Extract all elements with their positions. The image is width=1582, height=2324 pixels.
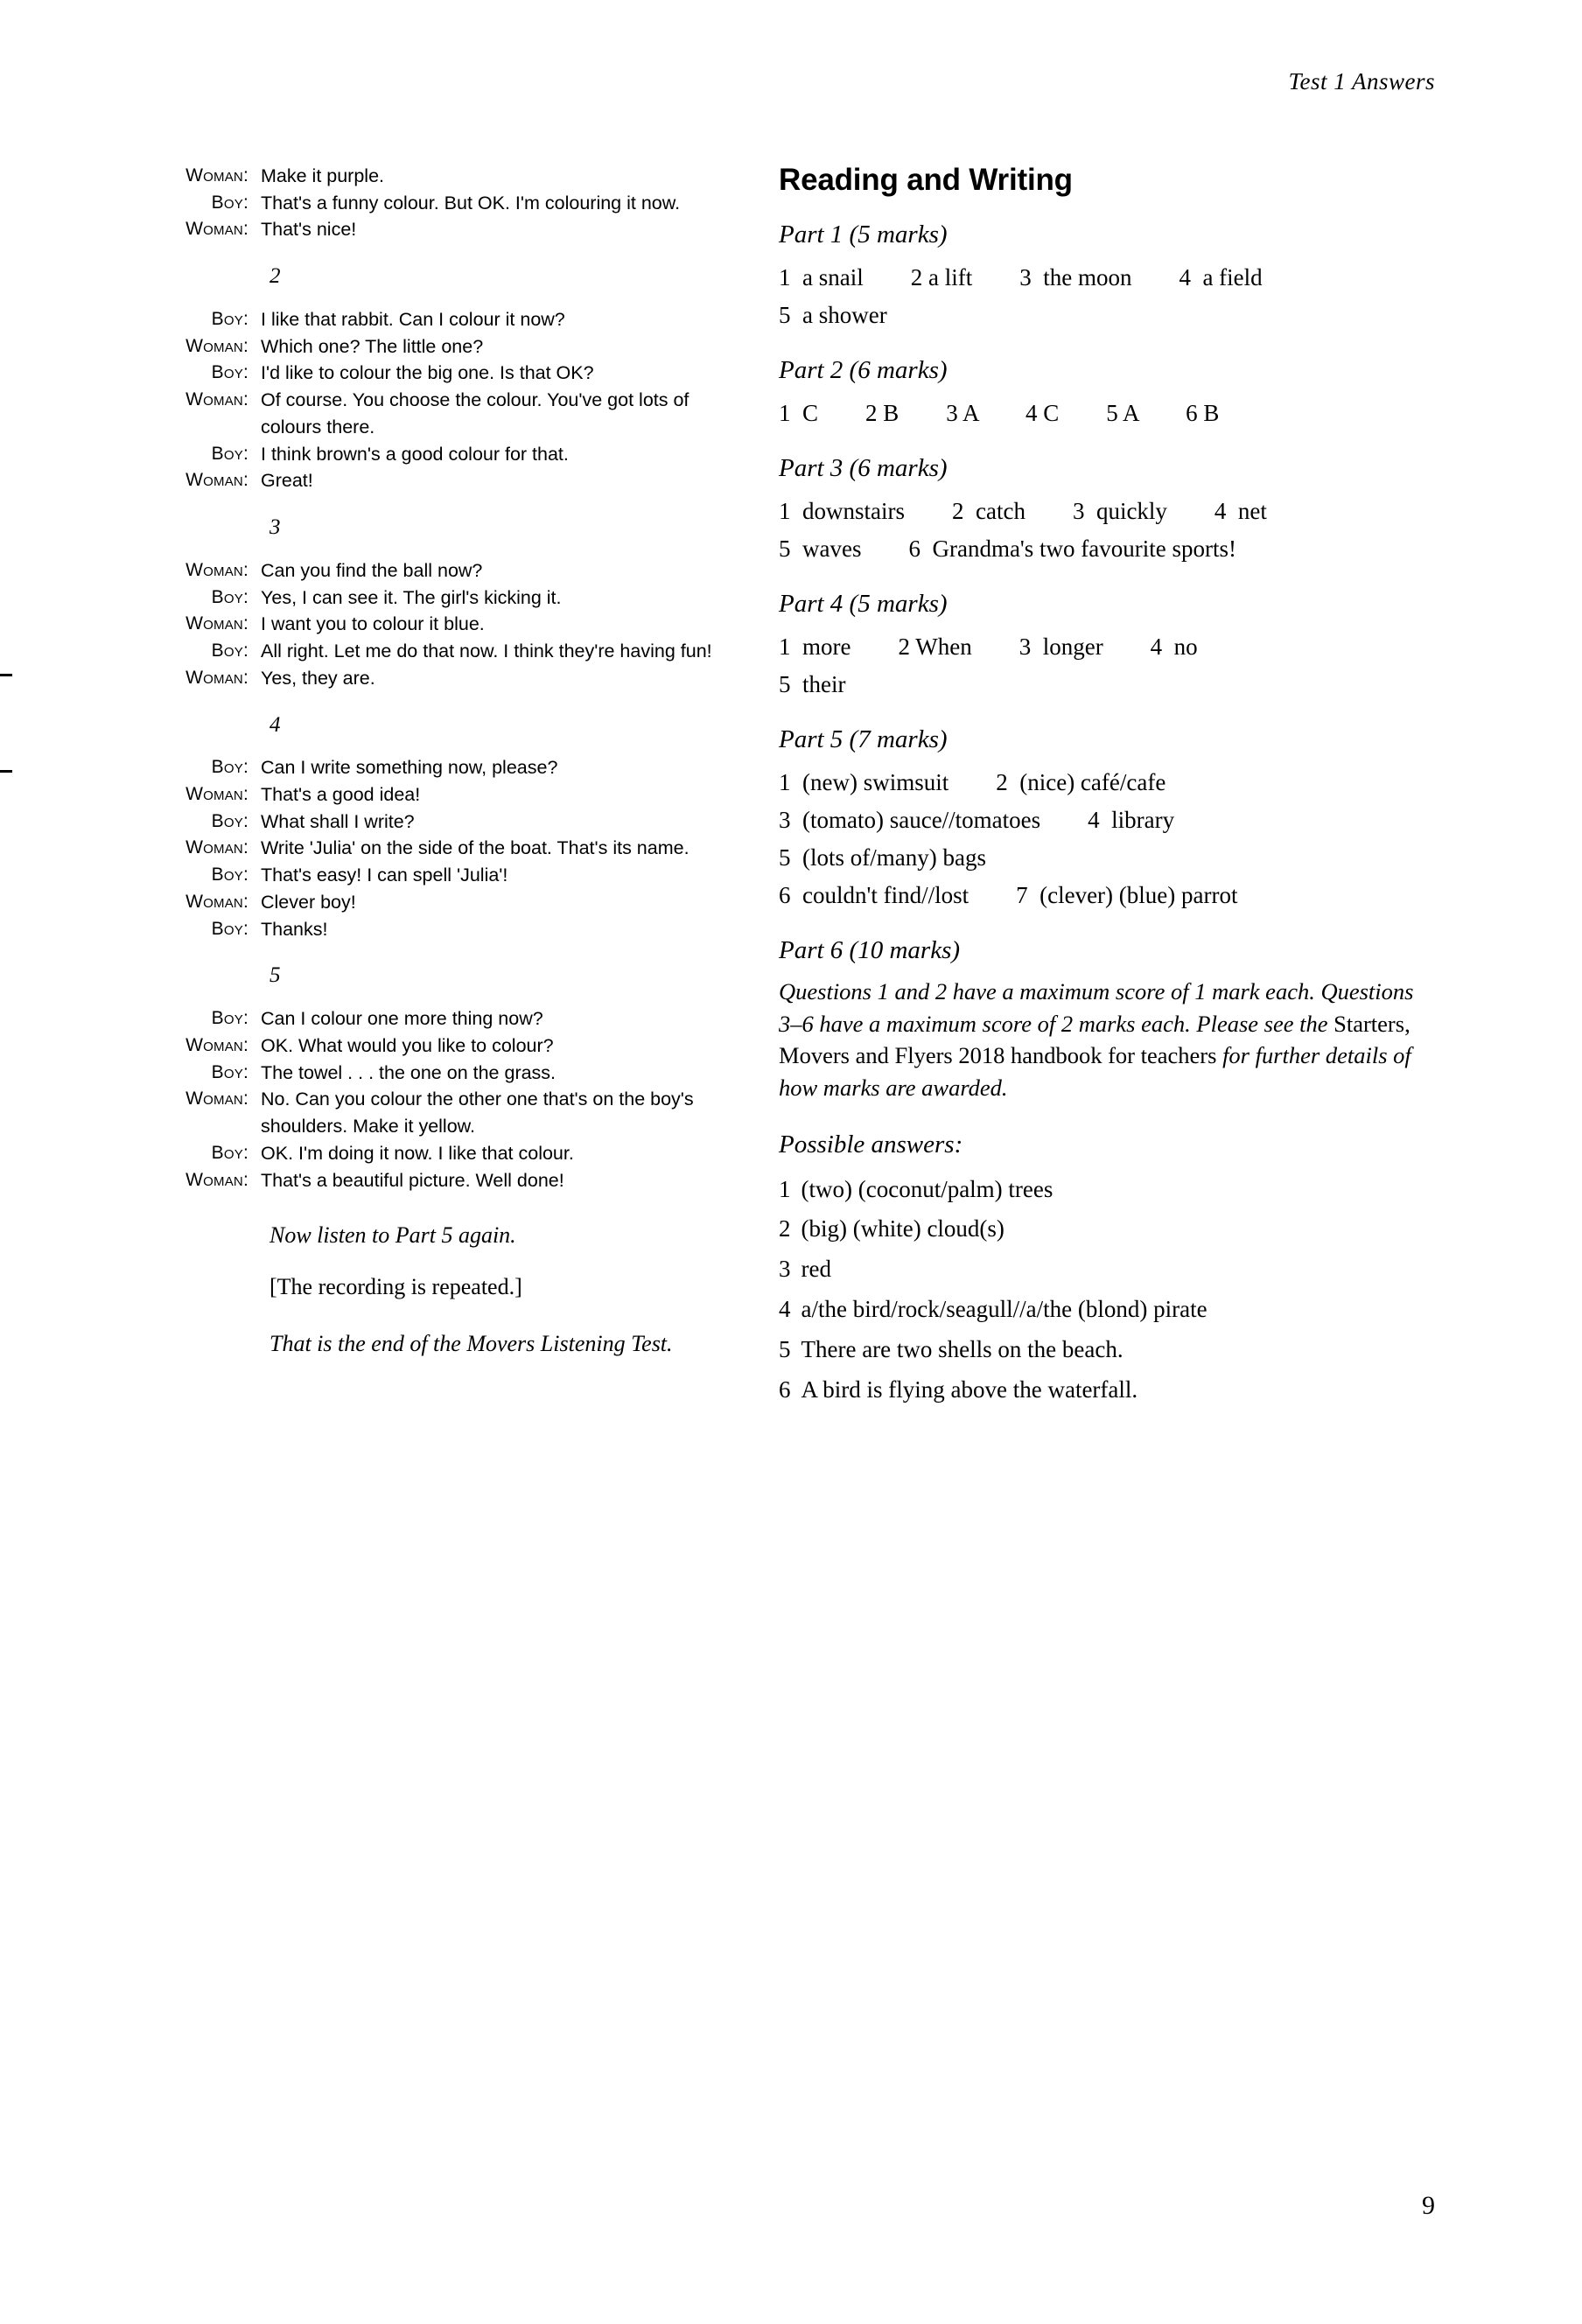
transcript-turn [166,862,752,889]
rubric-text-1: Questions 1 and 2 have a maximum score of 1 mark each. Questions 3–6 have a maximum score of 2 marks each. Please see the [779,978,1414,1037]
answer-number: 4 [779,1296,791,1323]
transcript-turn [166,1140,752,1167]
speaker-line: Write 'Julia' on the side of the boat. That's its name. [261,837,690,859]
possible-answer-row [779,1172,1426,1208]
part-heading: Part 1 (5 marks) [779,220,948,248]
track-number: 4 [270,712,281,737]
transcript-turn [166,584,752,612]
speaker-line: Which one? The little one? [261,335,484,357]
answer-row: 3 (tomato) sauce//tomatoes 4 library [779,807,1175,834]
track-number: 2 [270,264,281,289]
part-heading: Part 2 (6 marks) [779,356,948,385]
answer-row: 5 a shower [779,302,887,329]
answer-text: There are two shells on the beach. [801,1335,1124,1362]
speaker-label: Boy: [211,1142,248,1163]
possible-answer-row [779,1251,1426,1288]
transcript-turn [166,441,752,468]
answer-row: 5 waves 6 Grandma's two favourite sports! [779,536,1237,563]
speaker-line: OK. I'm doing it now. I like that colour. [261,1142,574,1164]
speaker-line: Of course. You choose the colour. You've got lots of colours there. [261,389,690,438]
speaker-label: Boy: [211,640,248,662]
speaker-label: Woman: [186,1169,248,1190]
transcript-block [166,1005,752,1194]
answer-row: 1 a snail 2 a lift 3 the moon 4 a field [779,264,1263,290]
speaker-label: Woman: [186,165,248,186]
transcript-column [166,163,752,1360]
speaker-label: Woman: [186,559,248,580]
speaker-label: Boy: [211,757,248,778]
speaker-line: I like that rabbit. Can I colour it now? [261,308,565,330]
speaker-line: Yes, they are. [261,667,375,689]
transcript-turn [166,1032,752,1060]
speaker-label: Woman: [186,335,248,356]
answer-number: 5 [779,1335,791,1362]
speaker-label: Boy: [211,1061,248,1082]
answer-row: 1 more 2 When 3 longer 4 no [779,634,1198,661]
speaker-label: Woman: [186,389,248,410]
transcript-turn [166,467,752,494]
edge-mark [0,770,12,773]
part-heading: Part 4 (5 marks) [779,590,948,619]
transcript-turn [166,1086,752,1139]
page-number: 9 [1422,2191,1435,2220]
speaker-label: Woman: [186,219,248,240]
transcript-turn [166,808,752,836]
speaker-label: Boy: [211,1008,248,1029]
transcript-turn [166,754,752,781]
speaker-label: Boy: [211,586,248,607]
speaker-line: Make it purple. [261,165,385,186]
speaker-line: Great! [261,470,313,492]
track-number: 5 [270,963,281,988]
speaker-label: Boy: [211,864,248,886]
speaker-line: Can you find the ball now? [261,559,483,581]
speaker-line: Can I write something now, please? [261,757,558,779]
answer-number: 3 [779,1256,791,1283]
end-note: That is the end of the Movers Listening Test. [270,1331,673,1357]
transcript-turn [166,360,752,387]
part-heading: Part 3 (6 marks) [779,454,948,483]
speaker-line: I'd like to colour the big one. Is that OK? [261,362,594,384]
transcript-turn [166,387,752,440]
speaker-line: That's a funny colour. But OK. I'm colouring it now. [261,192,681,214]
track-number: 3 [270,515,281,540]
rubric-text-2: for further details of how marks are awarded. [779,1042,1411,1102]
speaker-line: OK. What would you like to colour? [261,1034,554,1056]
possible-answer-row [779,1292,1426,1328]
speaker-line: Thanks! [261,918,328,940]
possible-answer-row [779,1211,1426,1248]
speaker-label: Woman: [186,891,248,912]
part-heading: Part 6 (10 marks) [779,936,961,965]
speaker-line: All right. Let me do that now. I think they're having fun! [261,640,712,662]
speaker-line: What shall I write? [261,810,415,832]
speaker-label: Boy: [211,192,248,213]
speaker-line: That's nice! [261,219,357,241]
repeat-instruction: Now listen to Part 5 again. [270,1222,516,1249]
possible-answers-label: Possible answers: [779,1130,963,1158]
transcript-turn [166,916,752,943]
speaker-line: That's a beautiful picture. Well done! [261,1169,564,1191]
speaker-line: I want you to colour it blue. [261,613,485,635]
transcript-block [166,163,752,243]
transcript-turn [166,163,752,190]
transcript-turn [166,1167,752,1194]
speaker-label: Woman: [186,1034,248,1055]
rubric-handbook-title: Starters, Movers and Flyers 2018 handbook for teachers [779,1010,1410,1069]
reading-writing-column [779,163,1426,1412]
transcript-block [166,306,752,494]
transcript-block [166,557,752,692]
answer-row: 1 downstairs 2 catch 3 quickly 4 net [779,498,1267,525]
speaker-line: Can I colour one more thing now? [261,1008,543,1030]
possible-answer-row [779,1332,1426,1368]
transcript-turn [166,190,752,217]
speaker-label: Woman: [186,470,248,491]
edge-mark [0,674,12,676]
speaker-line: Clever boy! [261,891,356,913]
speaker-label: Woman: [186,784,248,804]
transcript-turn [166,638,752,665]
answer-row: 1 C 2 B 3 A 4 C 5 A 6 B [779,400,1220,427]
transcript-turn [166,306,752,333]
transcript-turn [166,216,752,243]
transcript-turn [166,835,752,862]
answer-text: A bird is flying above the waterfall. [801,1376,1138,1403]
speaker-line: That's a good idea! [261,784,421,805]
answer-text: (big) (white) cloud(s) [801,1215,1004,1242]
transcript-turn [166,333,752,360]
speaker-label: Woman: [186,837,248,858]
answer-number: 2 [779,1215,791,1242]
answer-text: red [801,1256,831,1283]
speaker-label: Boy: [211,918,248,939]
transcript-turn [166,781,752,808]
transcript-turn [166,1060,752,1087]
transcript-turn [166,557,752,584]
running-head: Test 1 Answers [1288,68,1435,94]
transcript-turn [166,665,752,692]
recording-note: [The recording is repeated.] [270,1274,522,1300]
speaker-label: Woman: [186,667,248,688]
answer-number: 1 [779,1175,791,1202]
answer-row: 6 couldn't find//lost 7 (clever) (blue) parrot [779,882,1238,909]
answer-row: 1 (new) swimsuit 2 (nice) café/cafe [779,769,1166,796]
answer-text: (two) (coconut/palm) trees [801,1175,1054,1202]
speaker-label: Woman: [186,613,248,634]
answer-text: a/the bird/rock/seagull//a/the (blond) pirate [801,1296,1208,1323]
speaker-label: Boy: [211,362,248,383]
transcript-turn [166,1005,752,1032]
possible-answer-row [779,1372,1426,1409]
speaker-line: That's easy! I can spell 'Julia'! [261,864,508,886]
part6-rubric [779,976,1426,1103]
speaker-label: Boy: [211,810,248,831]
answer-number: 6 [779,1376,791,1403]
speaker-label: Boy: [211,443,248,464]
transcript-turn [166,889,752,916]
answer-row: 5 (lots of/many) bags [779,844,986,872]
speaker-label: Woman: [186,1088,248,1110]
answer-row: 5 their [779,671,846,698]
speaker-label: Boy: [211,308,248,329]
section-title: Reading and Writing [779,163,1073,197]
speaker-line: I think brown's a good colour for that. [261,443,569,465]
part-heading: Part 5 (7 marks) [779,725,948,754]
speaker-line: Yes, I can see it. The girl's kicking it. [261,586,562,608]
speaker-line: No. Can you colour the other one that's on the boy's shoulders. Make it yellow. [261,1088,694,1138]
transcript-block [166,754,752,942]
transcript-turn [166,611,752,638]
speaker-line: The towel . . . the one on the grass. [261,1061,556,1083]
